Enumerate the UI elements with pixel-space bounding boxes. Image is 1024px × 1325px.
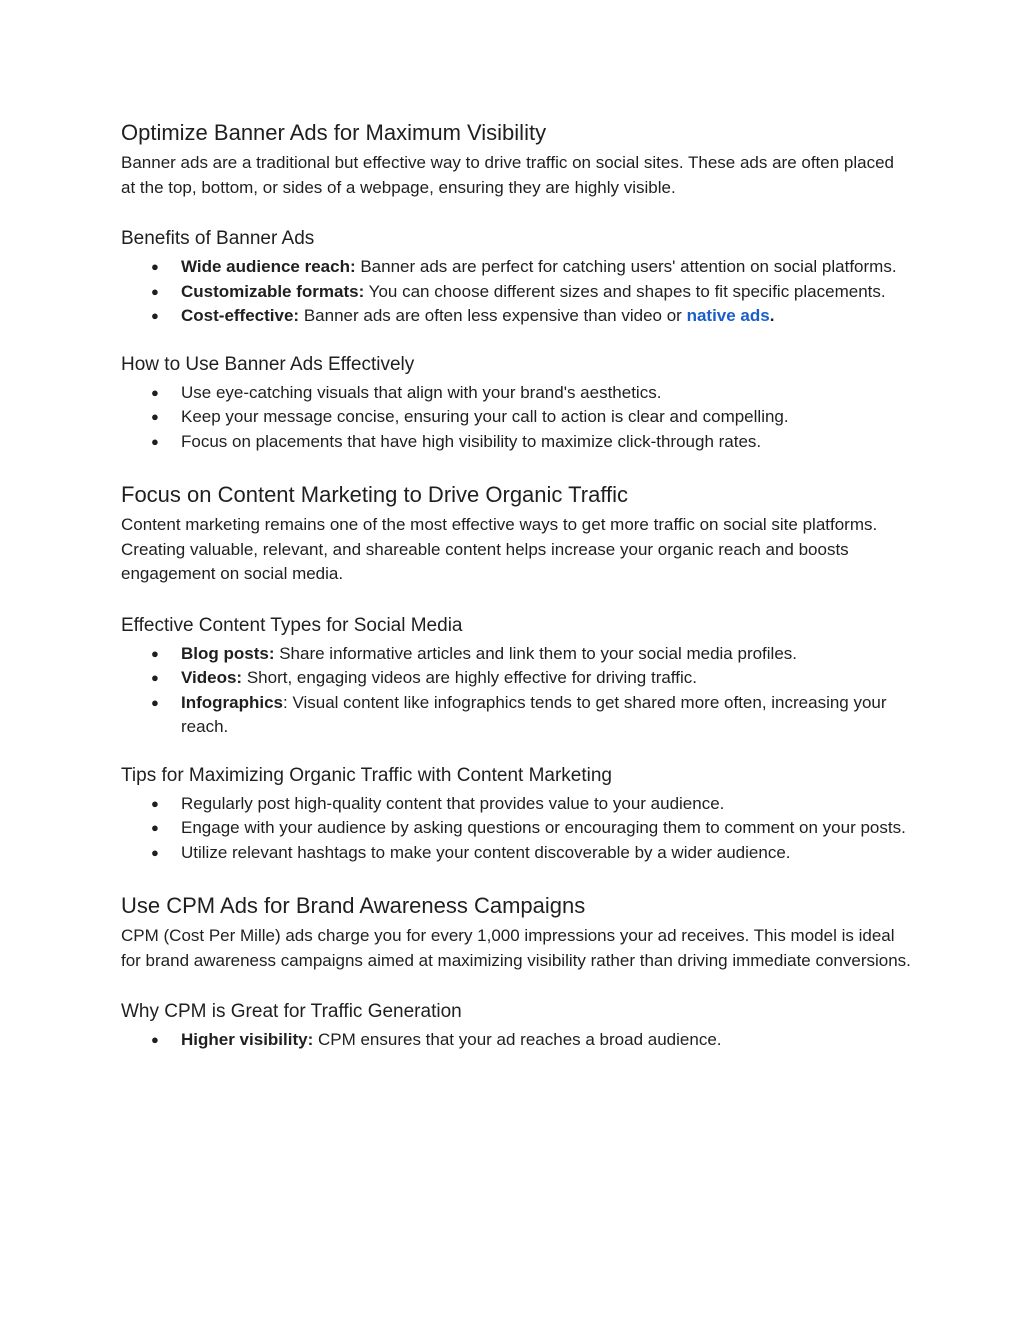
list-item — [121, 666, 911, 691]
item-text: Regularly post high-quality content that provides value to your audience. — [181, 793, 725, 813]
item-text: Banner ads are perfect for catching users' attention on social platforms. — [355, 257, 897, 276]
subsection-heading: Tips for Maximizing Organic Traffic with Content Marketing — [121, 764, 613, 786]
item-text: Use eye-catching visuals that align with your brand's aesthetics. — [181, 382, 662, 402]
list-item — [121, 255, 911, 280]
subsection-heading: Effective Content Types for Social Media — [121, 614, 463, 636]
bullet-list — [121, 792, 911, 866]
item-text: Share informative articles and link them to your social media profiles. — [274, 643, 798, 663]
item-text: Focus on placements that have high visibility to maximize click-through rates. — [181, 431, 762, 451]
item-term: Blog posts: — [181, 643, 275, 663]
list-item — [121, 841, 911, 866]
item-text: Engage with your audience by asking questions or encouraging them to comment on your posts. — [181, 818, 906, 837]
bullet-icon: ● — [151, 308, 159, 323]
list-item — [121, 816, 911, 841]
bullet-icon: ● — [151, 795, 159, 811]
bullet-icon: ● — [151, 820, 159, 835]
list-item — [121, 430, 911, 455]
native-ads-link[interactable]: native ads — [686, 306, 770, 325]
section-intro: Banner ads are a traditional but effective way to drive traffic on social sites. These ads are often placed at the top, bottom, or sides of a webpage, ensuring they are highly visible. — [121, 153, 895, 197]
bullet-icon: ● — [151, 409, 159, 424]
bullet-list — [121, 642, 911, 740]
item-text: Short, engaging videos are highly effective for driving traffic. — [242, 668, 697, 687]
bullet-icon: ● — [151, 283, 159, 299]
document-page — [121, 118, 911, 1053]
item-text: CPM ensures that your ad reaches a broad audience. — [313, 1030, 722, 1049]
list-item — [121, 792, 911, 817]
bullet-icon: ● — [151, 694, 159, 710]
bullet-icon: ● — [151, 645, 159, 661]
item-text: You can choose different sizes and shapes to fit specific placements. — [364, 281, 886, 301]
bullet-list — [121, 255, 911, 329]
item-text: Banner ads are often less expensive than video or — [299, 306, 687, 325]
bullet-list — [121, 381, 911, 455]
bullet-icon: ● — [151, 259, 159, 274]
section-heading: Focus on Content Marketing to Drive Organic Traffic — [121, 482, 629, 507]
item-term: Customizable formats: — [181, 281, 365, 301]
bullet-icon: ● — [151, 670, 159, 685]
list-item — [121, 381, 911, 406]
item-punct: . — [769, 306, 775, 325]
item-term: Cost-effective: — [181, 306, 300, 325]
list-item — [121, 642, 911, 667]
item-term: Infographics — [181, 692, 284, 712]
list-item — [121, 304, 911, 329]
item-text: Utilize relevant hashtags to make your content discoverable by a wider audience. — [181, 842, 791, 862]
bullet-icon: ● — [151, 433, 159, 449]
list-item — [121, 691, 911, 740]
section-heading: Use CPM Ads for Brand Awareness Campaigns — [121, 893, 586, 918]
bullet-icon: ● — [151, 384, 159, 400]
section-intro: CPM (Cost Per Mille) ads charge you for every 1,000 impressions your ad receives. This model is ideal for brand awareness campaigns aimed at maximizing visibility rather than driving immediate conversions. — [121, 926, 911, 970]
section-heading: Optimize Banner Ads for Maximum Visibility — [121, 120, 547, 145]
list-item — [121, 1028, 911, 1053]
item-term: Higher visibility: — [181, 1030, 314, 1049]
subsection-heading: Why CPM is Great for Traffic Generation — [121, 1001, 462, 1022]
list-item — [121, 280, 911, 305]
section-intro: Content marketing remains one of the most effective ways to get more traffic on social site platforms. Creating valuable, relevant, and shareable content helps increase your organic reach and boosts engagement on social media. — [121, 515, 878, 583]
bullet-list — [121, 1028, 911, 1053]
subsection-heading: Benefits of Banner Ads — [121, 228, 315, 249]
item-text: Keep your message concise, ensuring your call to action is clear and compelling. — [181, 407, 789, 426]
item-text: : Visual content like infographics tends to get shared more often, increasing your reach. — [181, 692, 887, 736]
subsection-heading: How to Use Banner Ads Effectively — [121, 353, 415, 375]
item-term: Videos: — [181, 668, 243, 687]
bullet-icon: ● — [151, 1032, 159, 1047]
list-item — [121, 405, 911, 430]
bullet-icon: ● — [151, 844, 159, 860]
item-term: Wide audience reach: — [181, 257, 356, 276]
